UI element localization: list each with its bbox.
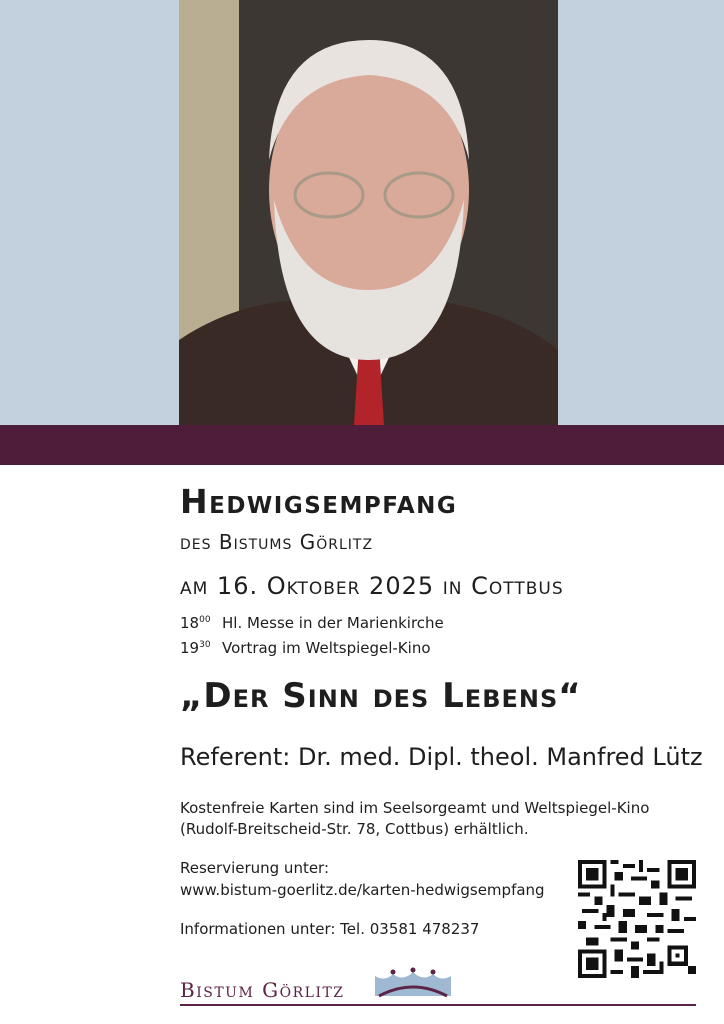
- schedule-text: Vortrag im Weltspiegel-Kino: [222, 639, 431, 657]
- talk-title: „Der Sinn des Lebens“: [180, 676, 582, 716]
- event-schedule: [180, 609, 444, 659]
- contact-info: Informationen unter: Tel. 03581 478237: [180, 920, 480, 938]
- purple-divider-band: [0, 425, 724, 465]
- event-subtitle: des Bistums Görlitz: [180, 530, 374, 554]
- event-title: Hedwigsempfang: [180, 482, 458, 521]
- ticket-info-line: (Rudolf-Breitscheid-Str. 78, Cottbus) erhältlich.: [180, 820, 529, 838]
- reservation-link[interactable]: www.bistum-goerlitz.de/karten-hedwigsempfang: [180, 881, 545, 899]
- ticket-info-line: Kostenfreie Karten sind im Seelsorgeamt und Weltspiegel-Kino: [180, 799, 650, 817]
- organization-name: Bistum Görlitz: [180, 978, 345, 1002]
- portrait-illustration: [179, 0, 558, 425]
- schedule-time: $18^{00}$: [180, 614, 211, 632]
- event-date-line: am 16. Oktober 2025 in Cottbus: [180, 572, 564, 600]
- qr-code[interactable]: [578, 860, 696, 978]
- footer-divider: [180, 1004, 696, 1006]
- schedule-time: $19^{30}$: [180, 639, 211, 657]
- schedule-row: [180, 609, 444, 634]
- speaker-line: Referent: Dr. med. Dipl. theol. Manfred Lütz: [180, 743, 703, 771]
- schedule-row: [180, 634, 444, 659]
- schedule-text: Hl. Messe in der Marienkirche: [222, 614, 444, 632]
- speaker-portrait-photo: [179, 0, 558, 425]
- reservation-label: Reservierung unter:: [180, 859, 330, 877]
- ticket-info: [180, 798, 649, 840]
- reservation-info: [180, 857, 545, 901]
- diocese-crown-logo-icon: [371, 966, 455, 1002]
